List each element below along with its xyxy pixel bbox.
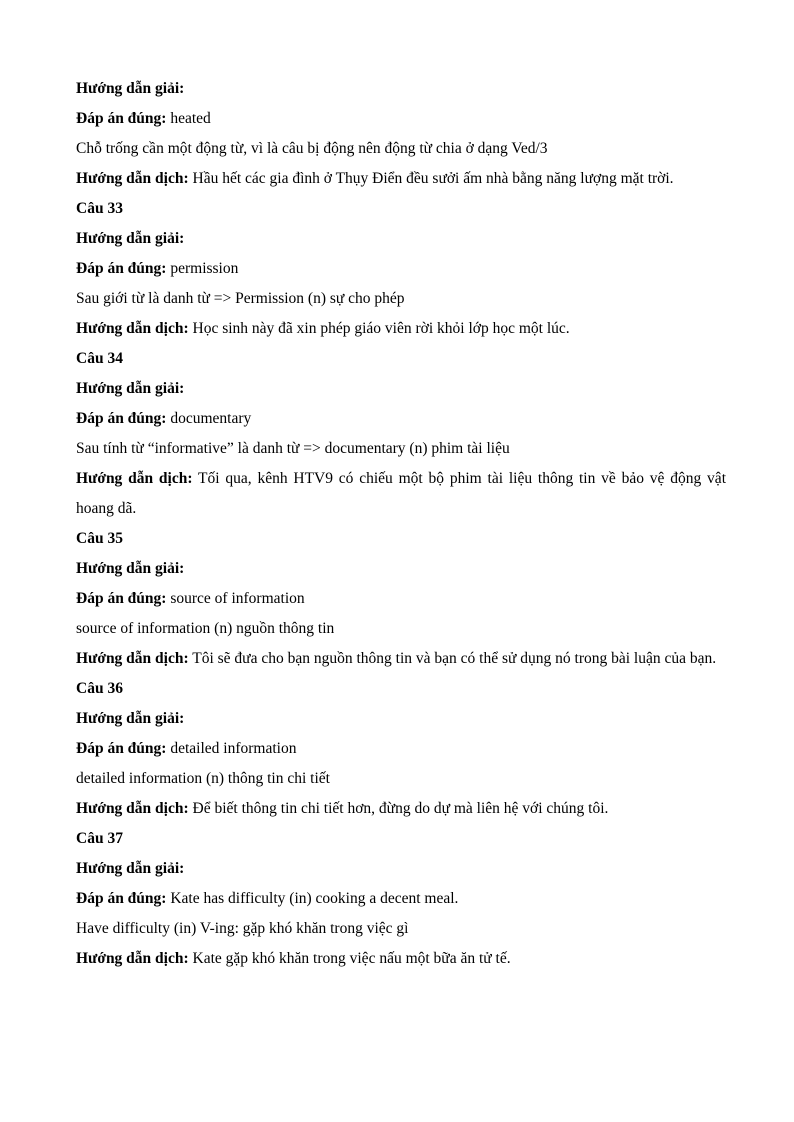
q36-answer (76, 734, 726, 764)
q35-answer-text: source of information (166, 590, 305, 607)
q37-answer-text: Kate has difficulty (in) cooking a decent meal. (166, 890, 459, 907)
translation-label: Hướng dẫn dịch: (76, 950, 189, 967)
q35-translation-text: Tôi sẽ đưa cho bạn nguồn thông tin và bạn có thể sử dụng nó trong bài luận của bạn. (188, 650, 717, 667)
q32-explanation: Chỗ trống cần một động từ, vì là câu bị động nên động từ chia ở dạng Ved/3 (76, 140, 548, 157)
q32-translation-text: Hầu hết các gia đình ở Thụy Điển đều sưởi ấm nhà bằng năng lượng mặt trời. (188, 170, 674, 187)
q37-guide-heading: Hướng dẫn giải: (76, 860, 185, 877)
q34-translation (76, 464, 726, 524)
translation-label: Hướng dẫn dịch: (76, 800, 189, 817)
q33-title: Câu 33 (76, 200, 123, 217)
translation-label: Hướng dẫn dịch: (76, 470, 193, 487)
q37-translation (76, 944, 726, 974)
answer-label: Đáp án đúng: (76, 590, 167, 607)
answer-label: Đáp án đúng: (76, 110, 167, 127)
q34-explanation: Sau tính từ “informative” là danh từ => documentary (n) phim tài liệu (76, 440, 510, 457)
q32-translation (76, 164, 726, 194)
q36-translation-text: Để biết thông tin chi tiết hơn, đừng do dự mà liên hệ với chúng tôi. (188, 800, 609, 817)
translation-label: Hướng dẫn dịch: (76, 320, 189, 337)
q34-guide-heading: Hướng dẫn giải: (76, 380, 185, 397)
q33-translation (76, 314, 726, 344)
q35-explanation: source of information (n) nguồn thông tin (76, 620, 335, 637)
q32-answer-text: heated (166, 110, 211, 127)
q35-translation (76, 644, 726, 674)
q33-explanation: Sau giới từ là danh từ => Permission (n) sự cho phép (76, 290, 405, 307)
q34-answer (76, 404, 726, 434)
answer-label: Đáp án đúng: (76, 890, 167, 907)
document-page (76, 74, 726, 974)
q36-guide-heading: Hướng dẫn giải: (76, 710, 185, 727)
q33-translation-text: Học sinh này đã xin phép giáo viên rời khỏi lớp học một lúc. (188, 320, 570, 337)
translation-label: Hướng dẫn dịch: (76, 650, 189, 667)
q34-answer-text: documentary (166, 410, 252, 427)
q34-title: Câu 34 (76, 350, 123, 367)
q33-answer (76, 254, 726, 284)
translation-label: Hướng dẫn dịch: (76, 170, 189, 187)
q36-answer-text: detailed information (166, 740, 297, 757)
q34-translation-text: Tối qua, kênh HTV9 có chiếu một bộ phim tài liệu thông tin về bảo vệ động vật hoang dã. (76, 470, 726, 517)
q36-translation (76, 794, 726, 824)
q36-explanation: detailed information (n) thông tin chi tiết (76, 770, 330, 787)
answer-label: Đáp án đúng: (76, 410, 167, 427)
q32-answer (76, 104, 726, 134)
q35-answer (76, 584, 726, 614)
q33-guide-heading: Hướng dẫn giải: (76, 230, 185, 247)
q35-title: Câu 35 (76, 530, 123, 547)
q37-translation-text: Kate gặp khó khăn trong việc nấu một bữa ăn tử tế. (188, 950, 511, 967)
q37-answer (76, 884, 726, 914)
answer-label: Đáp án đúng: (76, 740, 167, 757)
q36-title: Câu 36 (76, 680, 123, 697)
answer-label: Đáp án đúng: (76, 260, 167, 277)
q37-title: Câu 37 (76, 830, 123, 847)
q35-guide-heading: Hướng dẫn giải: (76, 560, 185, 577)
q37-explanation: Have difficulty (in) V-ing: gặp khó khăn trong việc gì (76, 920, 409, 937)
q33-answer-text: permission (166, 260, 239, 277)
q32-guide-heading: Hướng dẫn giải: (76, 80, 185, 97)
